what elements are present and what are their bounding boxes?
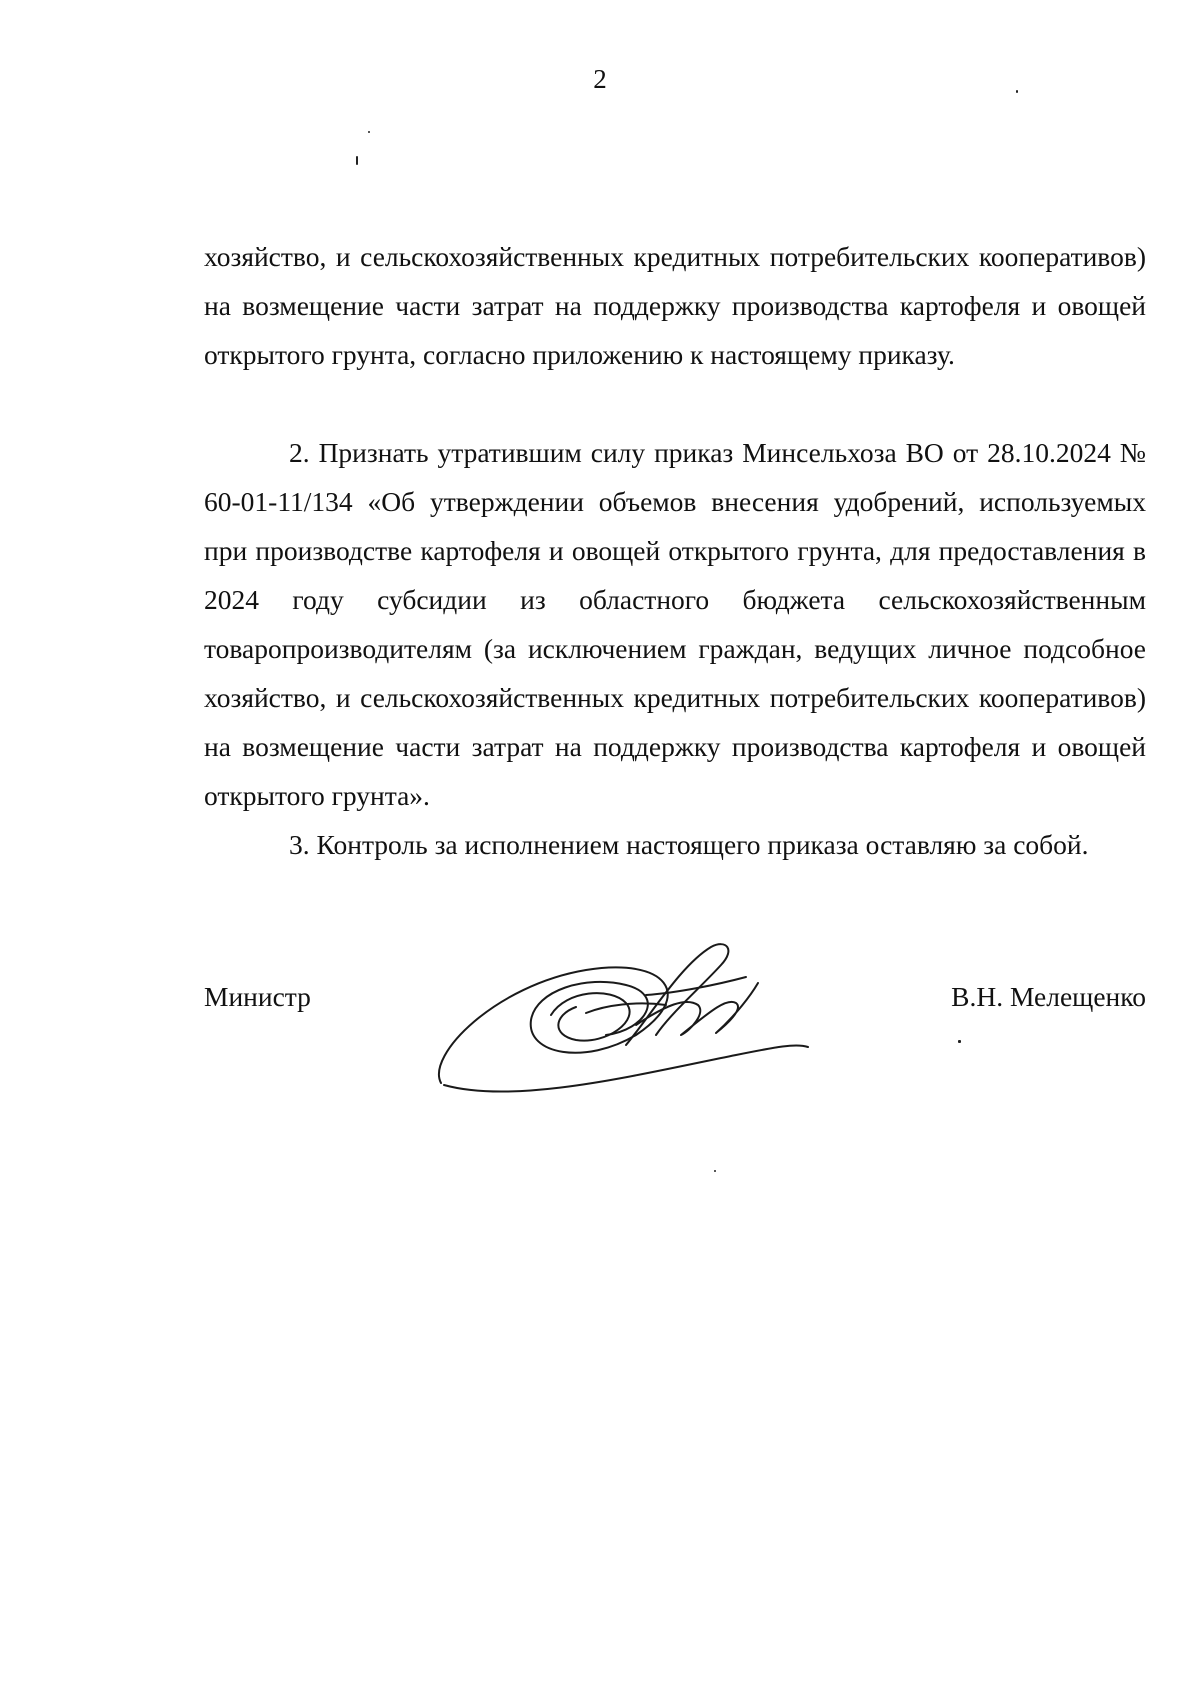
paragraph-item-3: 3. Контроль за исполнением настоящего приказа оставляю за собой. — [289, 829, 1089, 860]
scan-speck — [368, 131, 370, 133]
signature-block — [204, 955, 1146, 1105]
scan-speck — [1016, 90, 1018, 93]
scan-speck — [356, 156, 358, 165]
signer-title: Министр — [204, 981, 311, 1012]
paragraph-continuation: хозяйство, и сельскохозяйственных кредитных потребительских кооперативов) на возмещение части затрат на поддержку производства картофеля и овощей открытого грунта, согласно приложению к настоящему приказу. — [204, 241, 1146, 370]
scan-speck — [714, 1170, 716, 1172]
handwritten-signature-icon — [436, 935, 836, 1095]
paragraph-item-2: 2. Признать утратившим силу приказ Минсельхоза ВО от 28.10.2024 № 60-01-11/134 «Об утверждении объемов внесения удобрений, используемых при производстве картофеля и овощей открытого грунта, для предоставления в 2024 году субсидии из областного бюджета сельскохозяйственным товаропроизводителям (за исключением граждан, ведущих личное подсобное хозяйство, и сельскохозяйственных кредитных потребительских кооперативов) на возмещение части затрат на поддержку производства картофеля и овощей открытого грунта». — [204, 437, 1146, 811]
signer-name: В.Н. Мелещенко — [951, 981, 1146, 1012]
page-number: 2 — [593, 64, 607, 94]
